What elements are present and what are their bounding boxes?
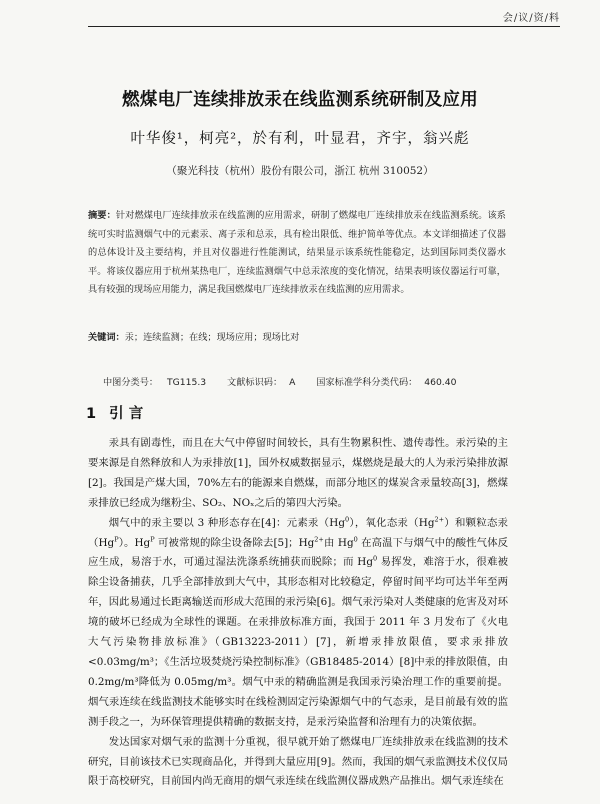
clc-label: 中图分类号： <box>103 377 159 388</box>
doc-code-value: A <box>289 377 296 388</box>
superscript: P <box>150 535 155 544</box>
paper-title: 燃煤电厂连续排放汞在线监测系统研制及应用 <box>122 90 478 110</box>
classification-row <box>103 374 456 388</box>
std-code-label: 国家标准学科分类代码： <box>316 377 418 388</box>
text-run: ），氧化态汞（Hg <box>349 516 435 529</box>
keywords-label: 关键词： <box>88 332 125 343</box>
superscript: 0 <box>353 535 358 544</box>
superscript: 0 <box>373 554 378 563</box>
text-run: 由 Hg <box>323 536 354 549</box>
keywords-block <box>88 329 506 343</box>
superscript: 2+ <box>314 535 324 544</box>
superscript: P <box>114 535 119 544</box>
std-code-value: 460.40 <box>424 377 457 388</box>
keywords-text: 汞；连续监测；在线；现场应用；现场比对 <box>124 332 300 343</box>
paragraph: 发达国家对烟气汞的监测十分重视，很早就开始了燃煤电厂连续排放汞在线监测的技术研究，目前该技术已实现商品化，并得到大量应用[9]。然而，我国的烟气汞监测技术仪仅局限于高校研究，目前国内尚无商用的烟气汞连续在线监测仪器成熟产品推出。烟气汞连续在 <box>88 735 508 788</box>
header-rule <box>88 26 560 27</box>
abstract-label: 摘要： <box>88 210 116 221</box>
text-run: ）。Hg <box>118 536 151 549</box>
text-run: 在高温下与烟气中的酸性气体反应生成，易溶于水，可通过湿法洗涤系统捕获而脱除；而 Hg <box>88 536 509 569</box>
paragraph: 汞具有剧毒性，而且在大气中停留时间较长，具有生物累积性、遗传毒性。汞污染的主要来源是自然释放和人为汞排放[1]，国外权威数据显示，煤燃烧是最大的人为汞污染排放源[2]。我国是产煤大国，70%左右的能源来自燃煤，而部分地区的煤炭含汞量较高[3]，燃煤汞排放已经成为继粉尘、SO₂、NOₓ之后的第四大污染。 <box>88 437 508 509</box>
doc-code-label: 文献标识码： <box>227 377 283 388</box>
paragraph <box>88 514 508 733</box>
superscript: 0 <box>345 515 350 524</box>
clc-value: TG115.3 <box>167 377 207 388</box>
journal-section-label: 会/议/资/料 <box>502 13 560 24</box>
section-heading <box>86 402 143 423</box>
author-list: 叶华俊¹，柯亮²，於有利，叶显君，齐宇，翁兴彪 <box>130 131 470 147</box>
body-text <box>88 434 508 792</box>
affiliation: （聚光科技（杭州）股份有限公司，浙江 杭州 310052） <box>166 165 434 177</box>
text-run: 烟气中的汞主要以 3 种形态存在[4]：元素汞（Hg <box>108 516 345 529</box>
text-run: ）和颗粒态汞（Hg <box>88 516 509 549</box>
section-number: 1 <box>86 406 97 422</box>
superscript: 2+ <box>434 515 445 524</box>
text-run: 可被常规的除尘设备除去[5]；Hg <box>154 536 315 549</box>
text-run: 易挥发，难溶于水，很难被除尘设备捕获，几乎全部排放到大气中，其形态相对比较稳定，停留时间平均可达半年至两年，因此易通过长距离输送而形成大范围的汞污染[6]。烟气汞污染对人类健康的危害及对环境的破坏已经成为全球性的课题。在汞排放标准方面，我国于 2011 年 3 月发布了《火电大气污染物排放标准》（GB13223-2011）[7]，新增汞排放限值，要求汞排放<0.03mg/m³；《生活垃圾焚烧污染控制标准》（GB18485-2014）[8]中汞的排放限值，由 0.2mg/m³降低为 0.05mg/m³。烟气中汞的精确监测是我国汞污染治理工作的重要前提。烟气汞连续在线监测技术能够实时在线检测固定污染源烟气中的气态汞，是目前最有效的监测手段之一，为环保管理提供精确的数据支持，是汞污染监督和治理有力的决策依据。 <box>88 556 508 728</box>
section-title: 引 言 <box>109 406 144 422</box>
abstract-text: 针对燃煤电厂连续排放汞在线监测的应用需求，研制了燃煤电厂连续排放汞在线监测系统。该系统可实时监测烟气中的元素汞、离子汞和总汞，具有检出限低、维护简单等优点。本文详细描述了仪器的总体设计及主要结构，并且对仪器进行性能测试，结果显示该系统性能稳定，达到国际同类仪器水平。将该仪器应用于杭州某热电厂，连续监测烟气中总汞浓度的变化情况，结果表明该仪器运行可靠，具有较强的现场应用能力，满足我国燃煤电厂连续排放汞在线监测的应用需求。 <box>88 210 506 296</box>
abstract-block <box>88 207 506 300</box>
